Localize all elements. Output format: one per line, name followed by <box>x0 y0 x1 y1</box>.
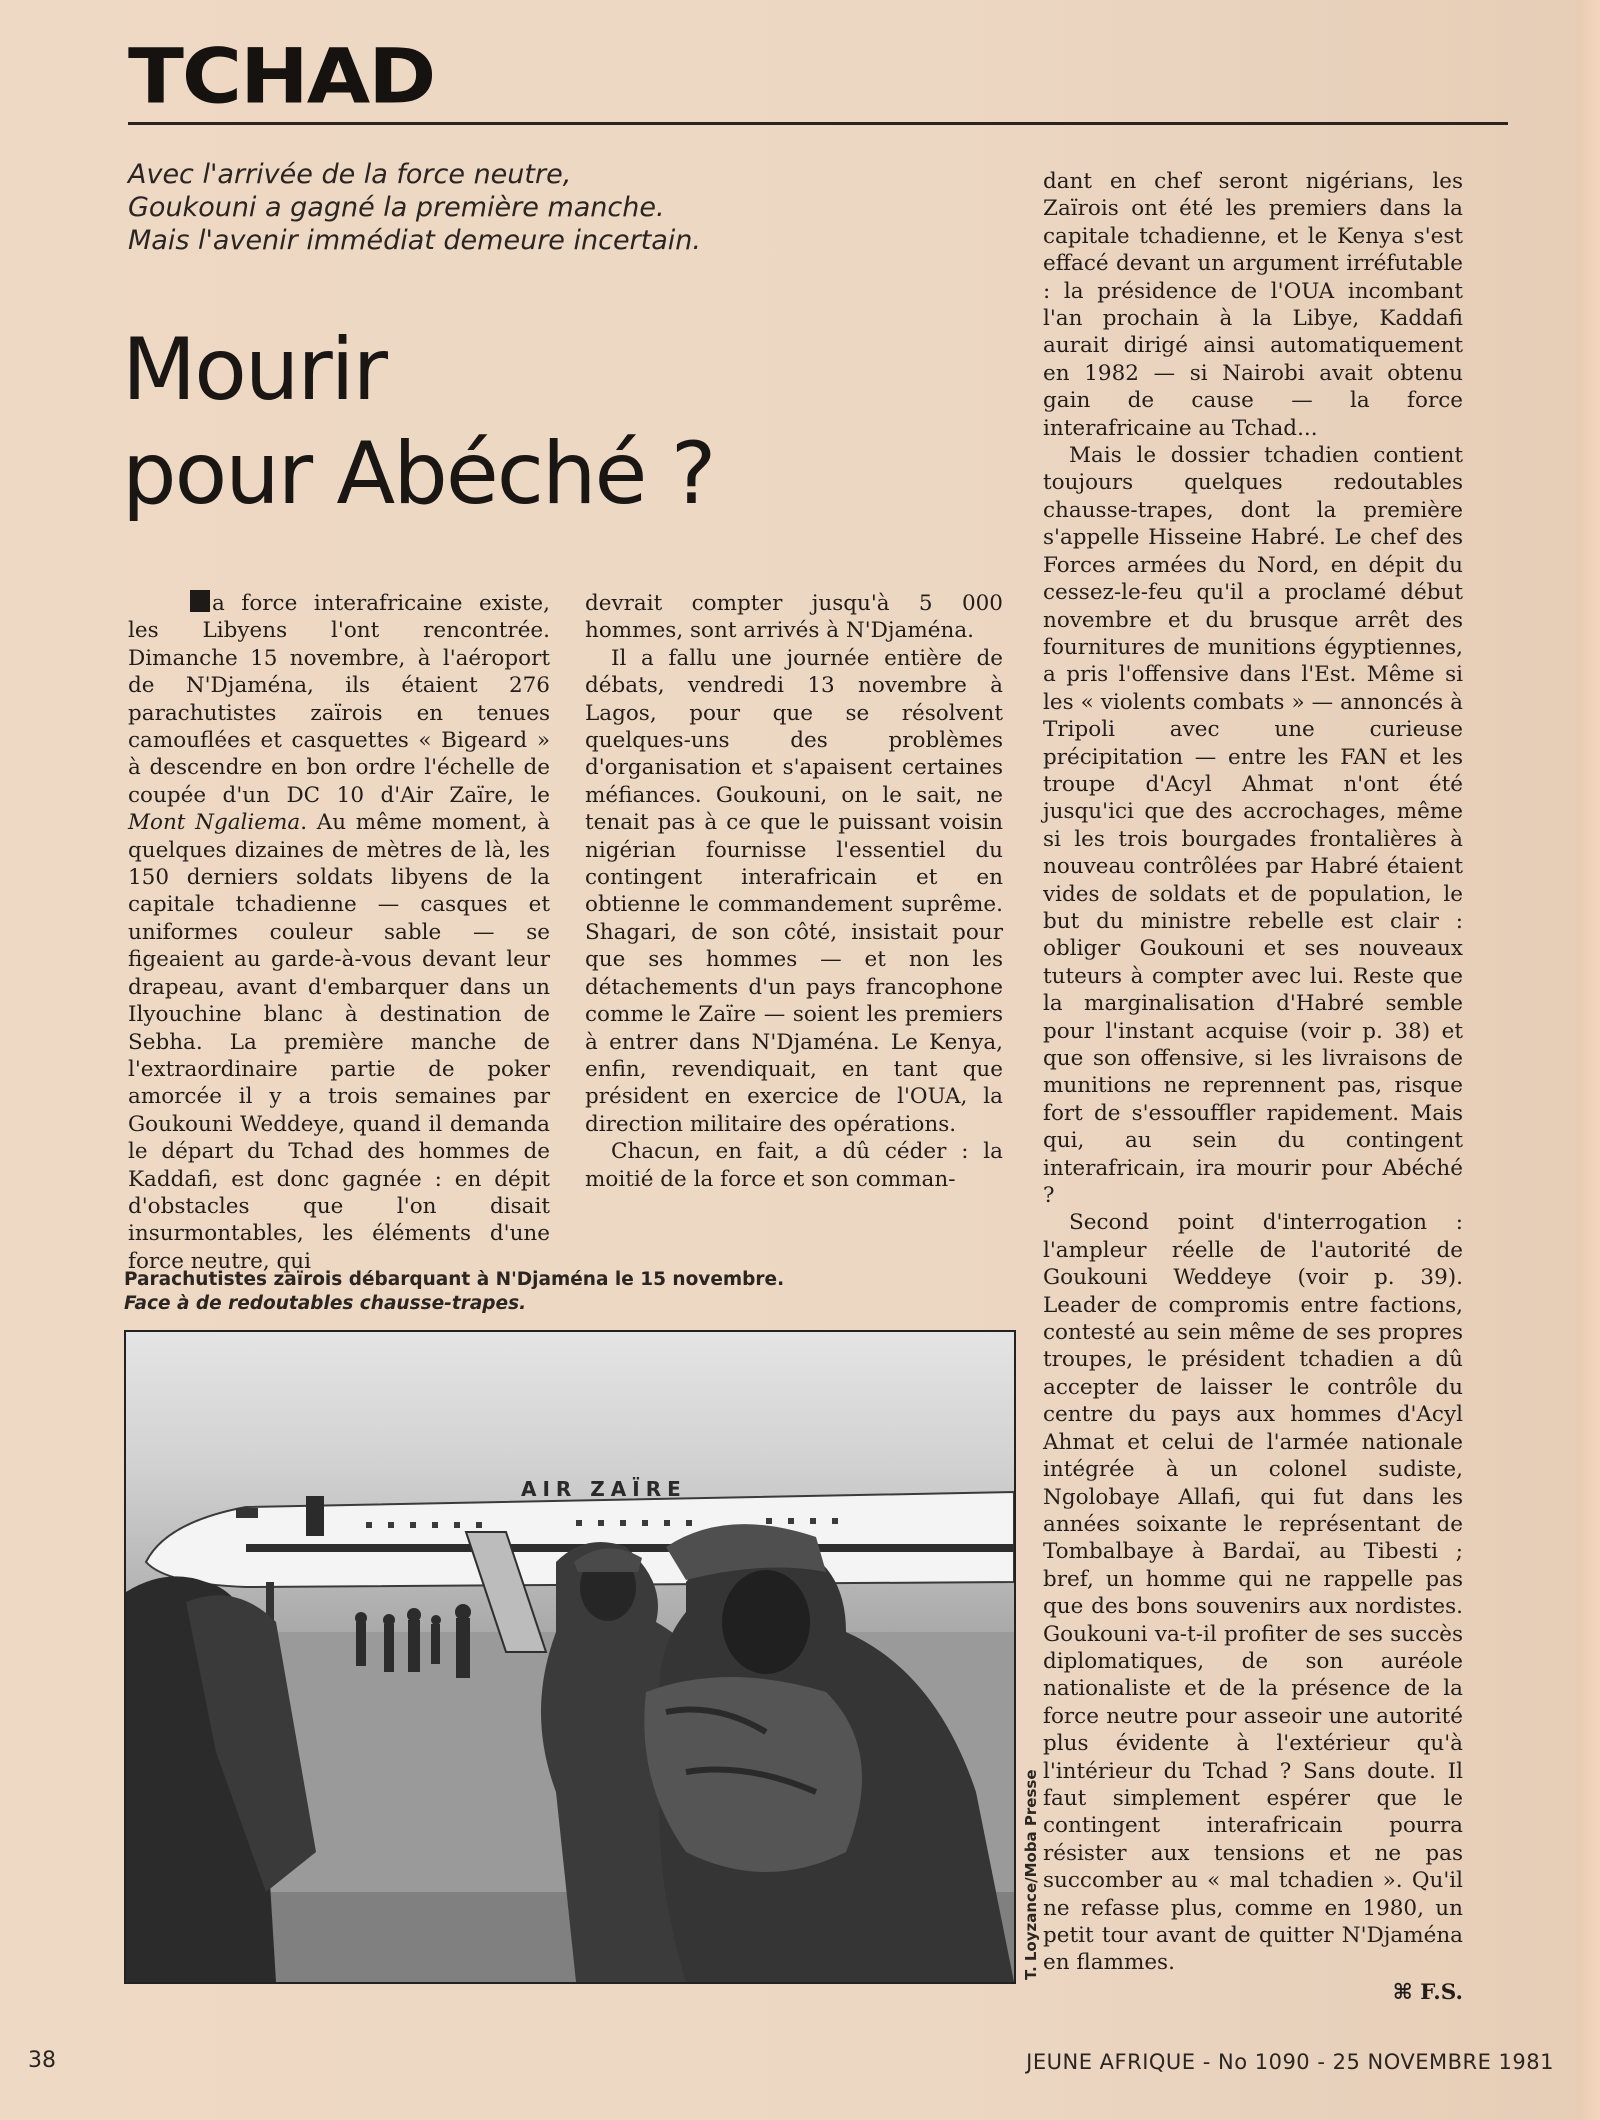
signature-text: F.S. <box>1420 1979 1463 2005</box>
headline-line: pour Abéché ? <box>122 424 715 524</box>
article-column-1 <box>128 590 550 1275</box>
article-column-3 <box>1043 168 1463 2006</box>
photo-illustration <box>126 1332 1014 1982</box>
standfirst-line: Avec l'arrivée de la force neutre, <box>128 159 572 190</box>
airline-livery-text: AIR ZAÏRE <box>521 1477 687 1501</box>
header-rule <box>128 122 1508 125</box>
paragraph-text: . Au même moment, à quelques dizaines de mètres de là, les 150 derniers soldats libyens de la capitale tchadienne — casques et uniformes couleur sable — se figeaient au garde-à-vous devant leur drapeau, avant d'embarquer dans un Ilyouchine blanc à destination de Sebha. La première manche de l'extraordinaire partie de poker amorcée il y a trois semaines par Goukouni Weddeye, quand il demanda le départ du Tchad des hommes de Kaddafi, est donc gagnée : en dépit d'obstacles que l'on disait insurmontables, les éléments d'une force neutre, qui <box>128 810 550 1274</box>
article-headline <box>122 318 1002 526</box>
article-paragraph: Chacun, en fait, a dû céder : la moitié de la force et son comman- <box>585 1139 1003 1192</box>
article-paragraph: Mais le dossier tchadien contient toujours quelques redoutables chausse-trapes, dont la première s'appelle Hisseine Habré. Le chef des Forces armées du Nord, en dépit du cessez-le-feu qu'il a proclamé début novembre et du brusque arrêt des fournitures de munitions égyptiennes, a pris l'offensive dans l'Est. Même si les « violents combats » — annoncés à Tripoli avec une curieuse précipitation — entre les FAN et les troupe d'Acyl Ahmat n'ont été jusqu'ici que des accrochages, même si les trois bourgades frontalières à nouveau contrôlées par Habré étaient vides de soldats et de population, le but du ministre rebelle est clair : obliger Goukouni et ses nouveaux tuteurs à compter avec lui. Reste que la marginalisation d'Habré semble pour l'instant acquise (voir p. 38) et que son offensive, si les livraisons de munitions ne reprennent pas, risque fort de s'essouffler rapidement. Mais qui, au sein du contingent interafricain, ira mourir pour Abéché ? <box>1043 443 1463 1209</box>
end-mark-icon: ⌘ <box>1392 1979 1421 2005</box>
page-number: 38 <box>28 2048 56 2073</box>
page-edge <box>1578 0 1600 2120</box>
caption-line: Parachutistes zaïrois débarquant à N'Djaména le 15 novembre. <box>124 1269 785 1290</box>
standfirst <box>128 158 1008 257</box>
article-paragraph: devrait compter jusqu'à 5 000 hommes, sont arrivés à N'Djaména. <box>585 591 1003 644</box>
photo-credit: T. Loyzance/Moba Presse <box>1022 1769 1040 1980</box>
caption-line: Face à de redoutables chausse-trapes. <box>124 1293 527 1314</box>
aircraft-name: Mont Ngaliema <box>128 810 301 836</box>
article-paragraph: Il a fallu une journée entière de débats, vendredi 13 novembre à Lagos, pour que se résolvent quelques-uns des problèmes d'organisation et s'apaisent certaines méfiances. Goukouni, on le sait, ne tenait pas à ce que le puissant voisin nigérian fournisse l'essentiel du contingent interafricain et en obtienne le commandement suprême. Shagari, de son côté, insistait pour que ses hommes — et non les détachements d'un pays francophone comme le Zaïre — soient les premiers à entrer dans N'Djaména. Le Kenya, enfin, revendiquait, en tant que président en exercice de l'OUA, la direction militaire des opérations. <box>585 645 1003 1137</box>
standfirst-line: Mais l'avenir immédiat demeure incertain. <box>128 225 701 256</box>
publication-footer: JEUNE AFRIQUE - No 1090 - 25 NOVEMBRE 1981 <box>1026 2050 1554 2074</box>
article-paragraph <box>128 590 550 1275</box>
standfirst-line: Goukouni a gagné la première manche. <box>128 192 665 223</box>
dropcap-l-icon <box>190 590 210 612</box>
paragraph-text: a force interafricaine existe, les Libyens l'ont rencontrée. Dimanche 15 novembre, à l'aéroport de N'Djaména, ils étaient 276 parachutistes zaïrois en tenues camouflées et casquettes « Bigeard » à descendre en bon ordre l'échelle de coupée d'un DC 10 d'Air Zaïre, le <box>128 591 550 808</box>
section-rubric: TCHAD <box>128 33 435 121</box>
headline-line: Mourir <box>122 320 386 420</box>
news-photo <box>124 1330 1016 1984</box>
article-paragraph: Second point d'interrogation : l'ampleur réelle de l'autorité de Goukouni Weddeye (voir p. 39). Leader de compromis entre factions, contesté au sein même de ses propres troupes, le président tchadien a dû accepter de laisser le contrôle du centre du pays aux hommes d'Acyl Ahmat et celui de l'armée nationale intégrée à un colonel sudiste, Ngolobaye Allafi, qui fut dans les années soixante le représentant de Tombalbaye à Bardaï, au Tibesti ; bref, un homme qui ne rappelle pas que des bons souvenirs aux nordistes. Goukouni va-t-il profiter de ses succès diplomatiques, de son auréole nationaliste et de la présence de la force neutre pour asseoir une autorité plus évidente à l'extérieur qu'à l'intérieur du Tchad ? Sans doute. Il faut simplement espérer que le contingent interafricain pourra résister aux tensions et ne pas succomber au « mal tchadien ». Qu'il ne refasse plus, comme en 1980, un petit tour avant de quitter N'Djaména en flammes. <box>1043 1210 1463 1976</box>
photo-caption <box>124 1268 1024 1316</box>
article-paragraph: dant en chef seront nigérians, les Zaïrois ont été les premiers dans la capitale tchadienne, et le Kenya s'est effacé devant un argument irréfutable : la présidence de l'OUA incombant l'an prochain à la Libye, Kaddafi aurait dirigé ainsi automatiquement en 1982 — si Nairobi avait obtenu gain de cause — la force interafricaine au Tchad... <box>1043 169 1463 441</box>
author-signature <box>1043 1979 1463 2006</box>
article-column-2 <box>585 590 1003 1193</box>
